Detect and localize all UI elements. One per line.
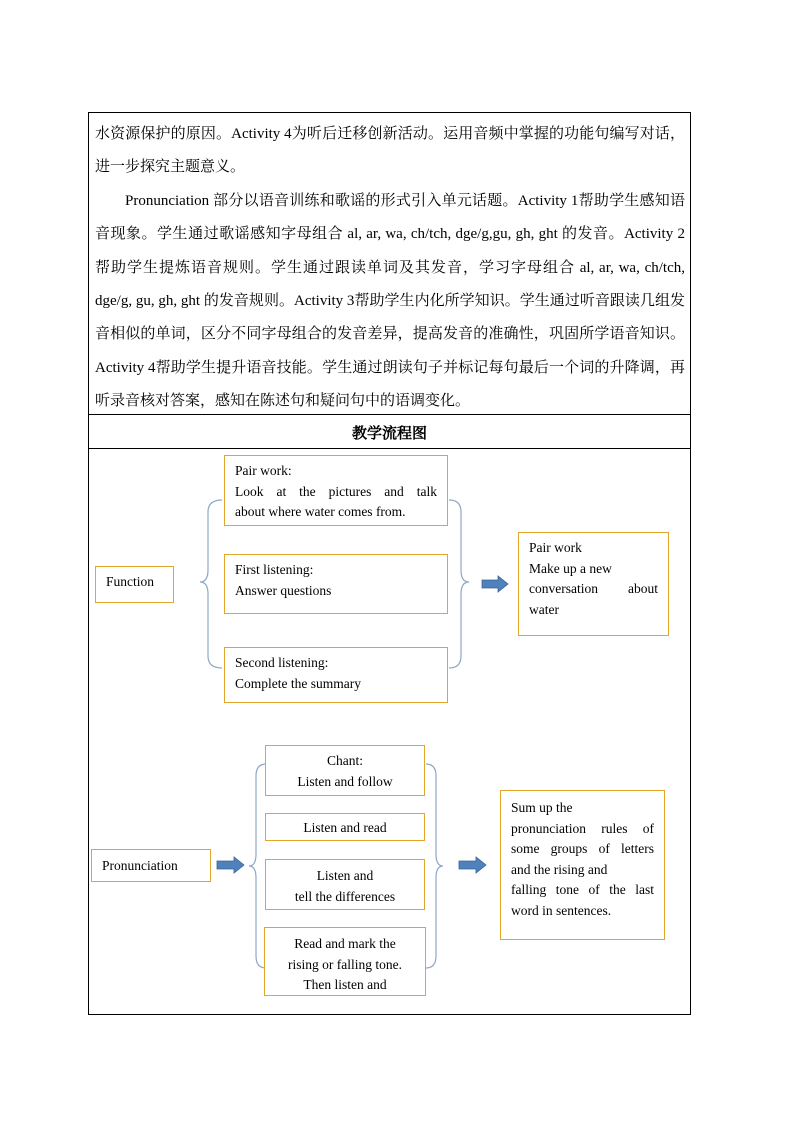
pronunciation-step-mark-tone: Read and mark the rising or falling tone. Then listen and (264, 927, 426, 996)
pronunciation-step-chant: Chant: Listen and follow (265, 745, 425, 796)
intro-paragraph: 水资源保护的原因。Activity 4为听后迁移创新活动。运用音频中掌握的功能句编写对话，进一步探究主题意义。 (95, 126, 685, 176)
pronunciation-step-differences: Listen and tell the differences (265, 859, 425, 910)
function-label-box (95, 566, 174, 603)
pronunciation-label-box (91, 849, 211, 882)
pronunciation-label: Pronunciation (102, 858, 178, 873)
pronunciation-paragraph: Pronunciation 部分以语音训练和歌谣的形式引入单元话题。Activity 1帮助学生感知语音现象。学生通过歌谣感知字母组合 al, ar, wa, ch/tch, dge/g,gu, gh, ght 的发音。Activity 2帮助学生提炼语音规则。学生通过跟读单词及其发音，学习字母组合 al, ar, wa, ch/tch, dge/g, gu, gh, ght 的发音规则。Activity 3帮助学生内化所学知识。学生通过听音跟读几组发音相似的单词，区分不同字母组合的发音差异，提高发音的准确性，巩固所学语音知识。Activity 4帮助学生提升语音技能。学生通过朗读句子并标记每句最后一个词的升降调，再听录音核对答案，感知在陈述句和疑问句中的语调变化。 (95, 192, 685, 410)
pronunciation-arrow-out (459, 857, 486, 873)
pronunciation-outcome-box: Sum up the pronunciation rules of some groups of letters and the rising and falling tone of the last word in sentences. (500, 790, 665, 940)
function-label: Function (106, 574, 155, 589)
function-outcome-box: Pair work Make up a new conversation about water (518, 532, 669, 636)
function-right-brace (449, 500, 469, 668)
function-step-pair-work: Pair work: Look at the pictures and talk about where water comes from. (224, 455, 448, 526)
pronunciation-arrow-in (217, 857, 244, 873)
pronunciation-step-listen-read: Listen and read (265, 813, 425, 841)
flowchart-title: 教学流程图 (351, 426, 427, 442)
function-left-brace (200, 500, 222, 668)
function-step-first-listening: First listening: Answer questions (224, 554, 448, 614)
pronunciation-right-brace (426, 764, 443, 968)
function-arrow (482, 576, 508, 592)
function-step-second-listening: Second listening: Complete the summary (224, 647, 448, 703)
